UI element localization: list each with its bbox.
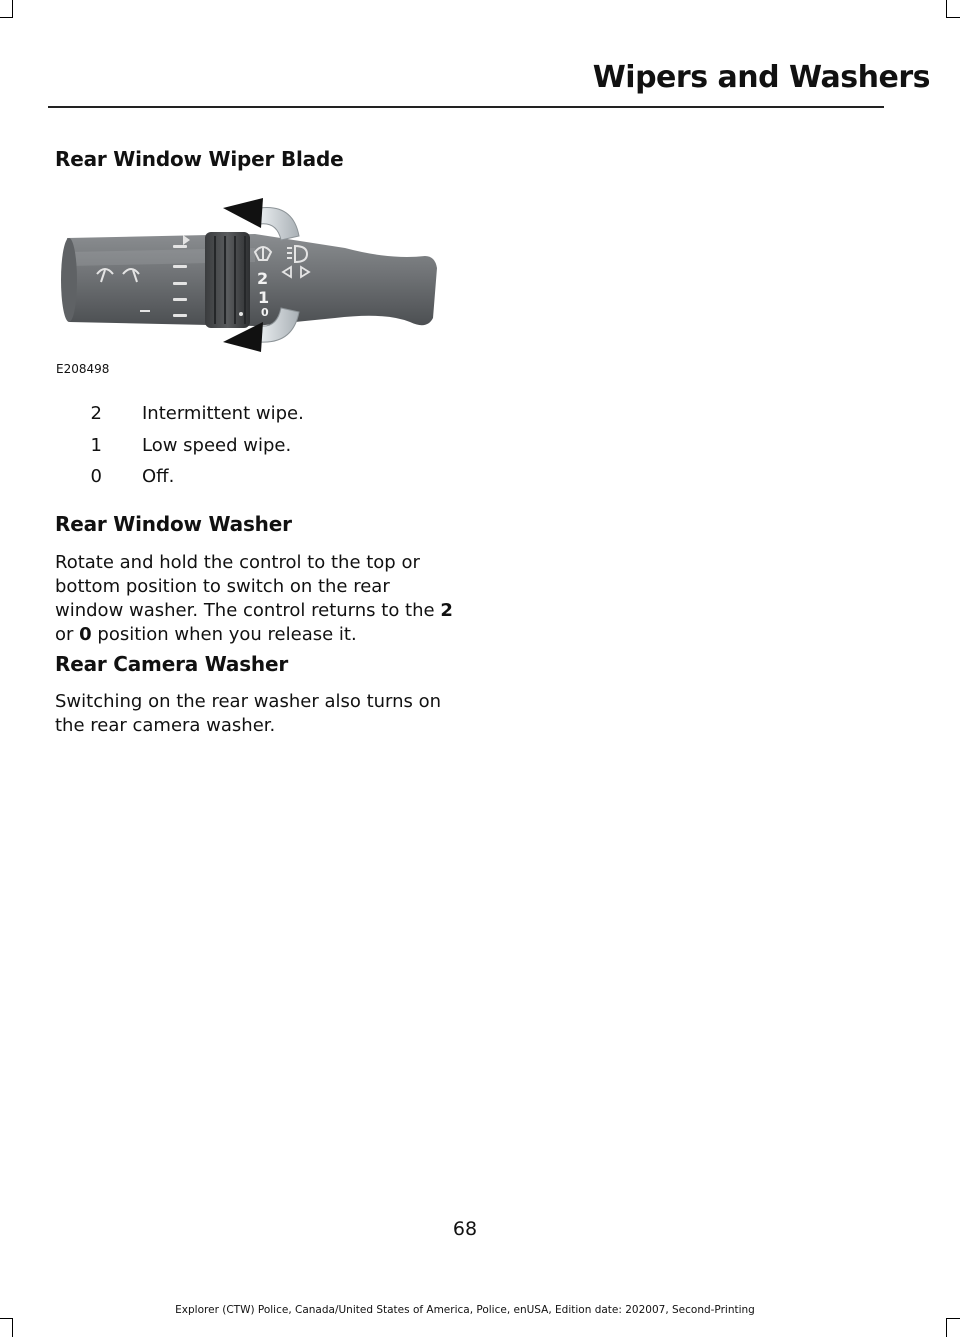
position-number: 0 [90,466,102,487]
position-description: Intermittent wipe. [142,403,304,424]
section-heading-camera-washer: Rear Camera Washer [55,652,289,676]
chapter-title: Wipers and Washers [592,60,930,95]
crop-mark [0,17,13,18]
section-heading-washer: Rear Window Washer [55,512,292,536]
crop-mark [12,0,13,18]
crop-mark [946,1318,960,1319]
position-description: Low speed wipe. [142,435,292,456]
stalk-label-2: 2 [257,269,269,288]
stalk-label-1: 1 [258,288,270,307]
footer-edition-info: Explorer (CTW) Police, Canada/United States of America, Police, enUSA, Edition date: 202007, Second-Printing [175,1304,755,1316]
page-number: 68 [452,1218,478,1240]
crop-mark [12,1318,13,1337]
camera-washer-paragraph: Switching on the rear washer also turns on the rear camera washer. [55,691,442,736]
figure-code: E208498 [56,362,110,376]
position-number: 2 [90,403,102,424]
crop-mark [946,0,947,18]
wiper-stalk-illustration [55,190,455,380]
section-heading-wiper-blade: Rear Window Wiper Blade [55,147,344,171]
header-divider [48,106,884,108]
position-description: Off. [142,466,175,487]
position-number: 1 [90,435,102,456]
crop-mark [946,17,960,18]
crop-mark [946,1318,947,1337]
crop-mark [0,1318,13,1319]
stalk-label-0: 0 [261,306,269,319]
washer-paragraph: Rotate and hold the control to the top or bottom position to switch on the rear window washer. The control returns to the 2 or 0 position when you release it. [55,552,453,645]
